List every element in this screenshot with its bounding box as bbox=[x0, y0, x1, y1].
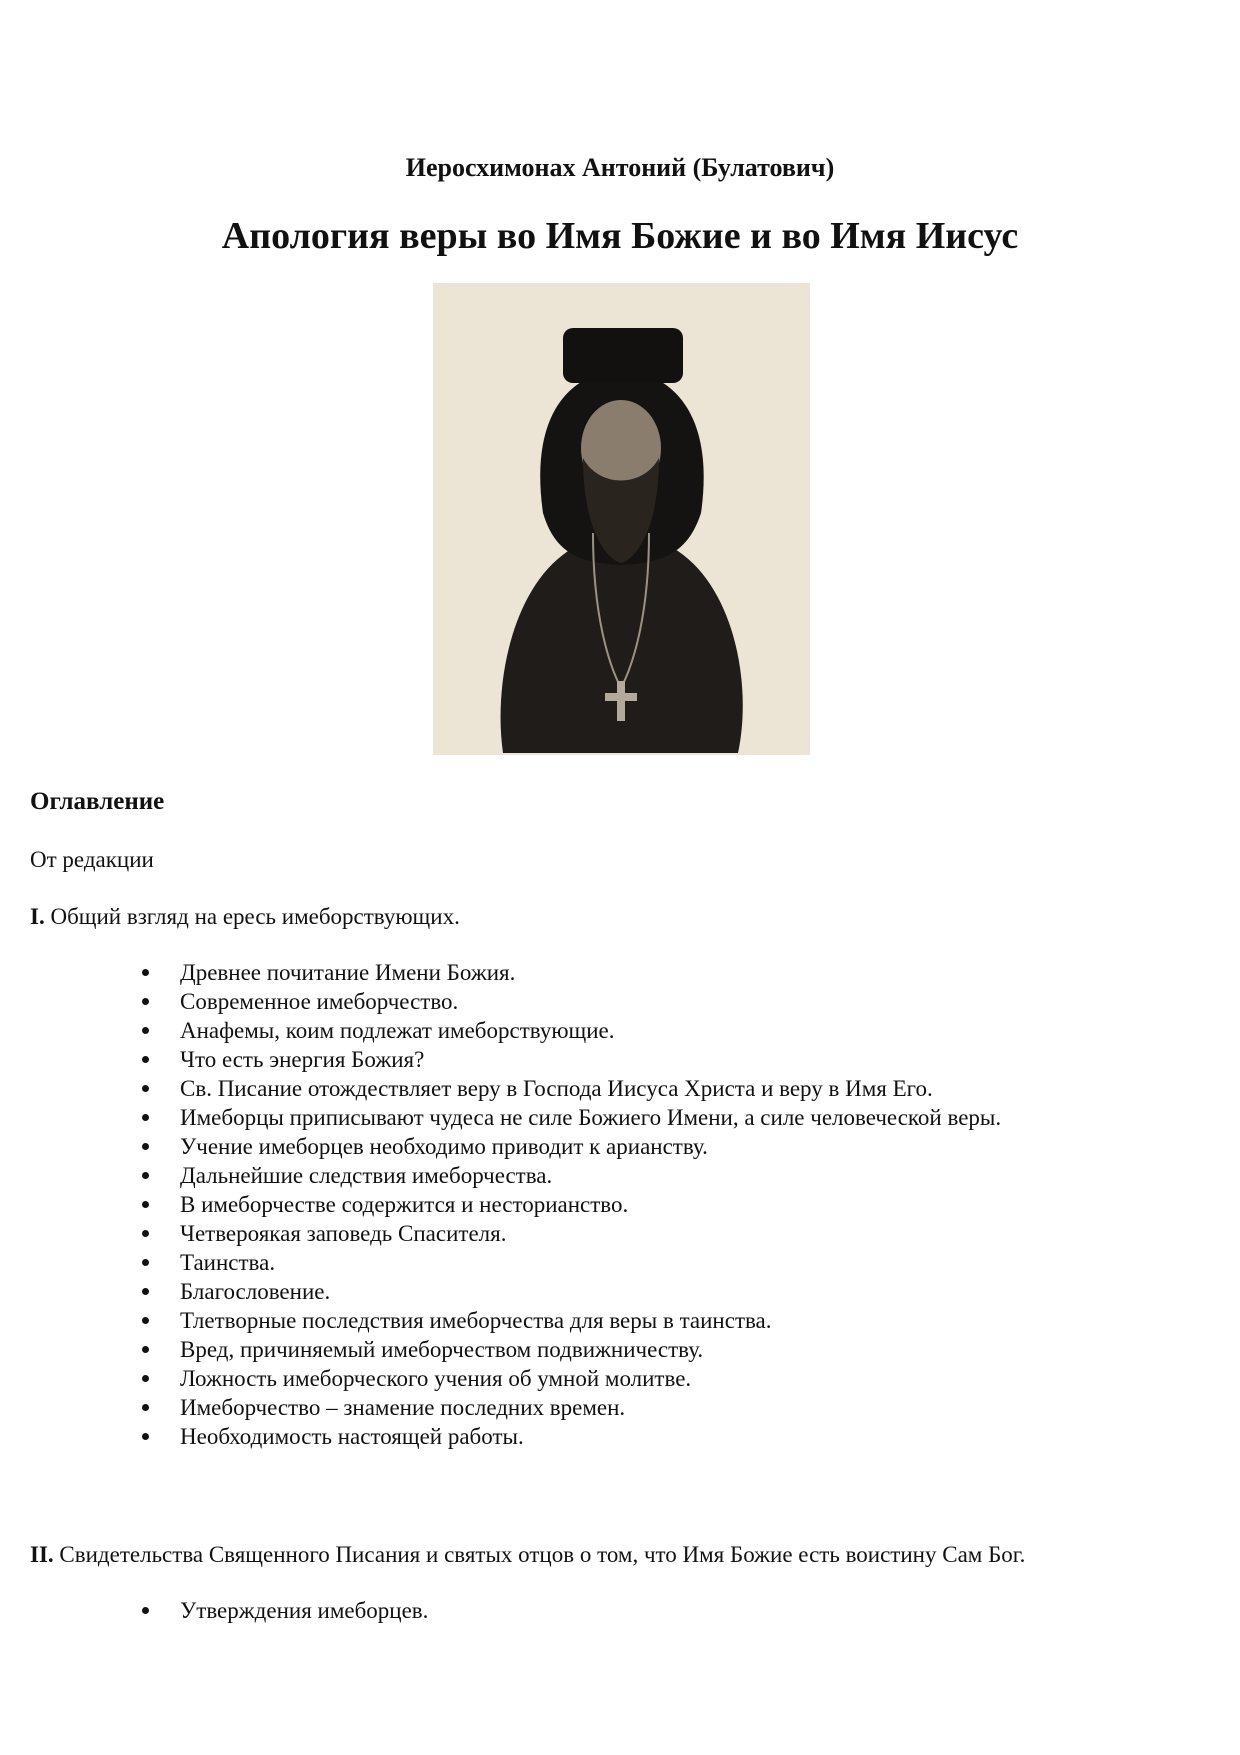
list-item-label: Что есть энергия Божия? bbox=[180, 1047, 425, 1072]
list-item-label: Современное имеборчество. bbox=[180, 989, 459, 1014]
list-item-label: Св. Писание отождествляет веру в Господа Иисуса Христа и веру в Имя Его. bbox=[180, 1076, 933, 1101]
list-item[interactable] bbox=[0, 1074, 1001, 1103]
bullet-icon bbox=[142, 1607, 149, 1614]
bullet-icon bbox=[142, 1201, 149, 1208]
list-item[interactable] bbox=[0, 958, 1001, 987]
bullet-icon bbox=[142, 1085, 149, 1092]
bullet-icon bbox=[142, 1172, 149, 1179]
toc-section-1[interactable] bbox=[30, 902, 460, 932]
list-item[interactable] bbox=[0, 1248, 1001, 1277]
bullet-icon bbox=[142, 969, 149, 976]
list-item-label: Имеборчество – знамение последних времен. bbox=[180, 1395, 626, 1420]
section-title: Общий взгляд на ересь имеборствующих. bbox=[44, 904, 460, 929]
list-item[interactable] bbox=[0, 1364, 1001, 1393]
section-2-items bbox=[0, 1596, 428, 1625]
list-item[interactable] bbox=[0, 1190, 1001, 1219]
bullet-icon bbox=[142, 1230, 149, 1237]
bullet-icon bbox=[142, 1375, 149, 1382]
list-item-label: Древнее почитание Имени Божия. bbox=[180, 960, 516, 985]
section-number: II. bbox=[30, 1542, 54, 1567]
list-item-label: Ложность имеборческого учения об умной молитве. bbox=[180, 1366, 692, 1391]
list-item[interactable] bbox=[0, 1045, 1001, 1074]
list-item-label: В имеборчестве содержится и несторианство. bbox=[180, 1192, 629, 1217]
list-item[interactable] bbox=[0, 1596, 428, 1625]
bullet-icon bbox=[142, 1317, 149, 1324]
list-item-label: Тлетворные последствия имеборчества для веры в таинства. bbox=[180, 1308, 772, 1333]
list-item[interactable] bbox=[0, 1393, 1001, 1422]
list-item-label: Учение имеборцев необходимо приводит к арианству. bbox=[180, 1134, 708, 1159]
list-item[interactable] bbox=[0, 1016, 1001, 1045]
list-item[interactable] bbox=[0, 987, 1001, 1016]
list-item-label: Анафемы, коим подлежат имеборствующие. bbox=[180, 1018, 615, 1043]
list-item[interactable] bbox=[0, 1306, 1001, 1335]
toc-heading: Оглавление bbox=[30, 788, 165, 815]
list-item[interactable] bbox=[0, 1422, 1001, 1451]
bullet-icon bbox=[142, 1056, 149, 1063]
list-item[interactable] bbox=[0, 1132, 1001, 1161]
bullet-icon bbox=[142, 998, 149, 1005]
list-item-label: Утверждения имеборцев. bbox=[180, 1598, 429, 1623]
section-title: Свидетельства Священного Писания и святых отцов о том, что Имя Божие есть воистину Сам Бог. bbox=[53, 1542, 1026, 1567]
section-1-items bbox=[0, 958, 1001, 1451]
bullet-icon bbox=[142, 1433, 149, 1440]
list-item[interactable] bbox=[0, 1335, 1001, 1364]
author-name: Иеросхимонах Антоний (Булатович) bbox=[405, 153, 835, 182]
portrait-photo bbox=[433, 283, 810, 755]
list-item-label: Таинства. bbox=[180, 1250, 276, 1275]
list-item-label: Дальнейшие следствия имеборчества. bbox=[180, 1163, 553, 1188]
list-item[interactable] bbox=[0, 1161, 1001, 1190]
list-item-label: Вред, причиняемый имеборчеством подвижничеству. bbox=[180, 1337, 704, 1362]
list-item-label: Благословение. bbox=[180, 1279, 331, 1304]
toc-entry-editorial[interactable]: От редакции bbox=[30, 847, 154, 872]
list-item-label: Необходимость настоящей работы. bbox=[180, 1424, 524, 1449]
bullet-icon bbox=[142, 1114, 149, 1121]
toc-section-2[interactable] bbox=[30, 1540, 1025, 1570]
list-item-label: Четвероякая заповедь Спасителя. bbox=[180, 1221, 507, 1246]
bullet-icon bbox=[142, 1346, 149, 1353]
bullet-icon bbox=[142, 1143, 149, 1150]
bullet-icon bbox=[142, 1404, 149, 1411]
bullet-icon bbox=[142, 1288, 149, 1295]
section-number: I. bbox=[30, 904, 45, 929]
bullet-icon bbox=[142, 1027, 149, 1034]
bullet-icon bbox=[142, 1259, 149, 1266]
list-item-label: Имеборцы приписывают чудеса не силе Божиего Имени, а силе человеческой веры. bbox=[180, 1105, 1002, 1130]
list-item[interactable] bbox=[0, 1219, 1001, 1248]
list-item[interactable] bbox=[0, 1103, 1001, 1132]
list-item[interactable] bbox=[0, 1277, 1001, 1306]
document-title: Апология веры во Имя Божие и во Имя Иисус bbox=[221, 215, 1019, 257]
